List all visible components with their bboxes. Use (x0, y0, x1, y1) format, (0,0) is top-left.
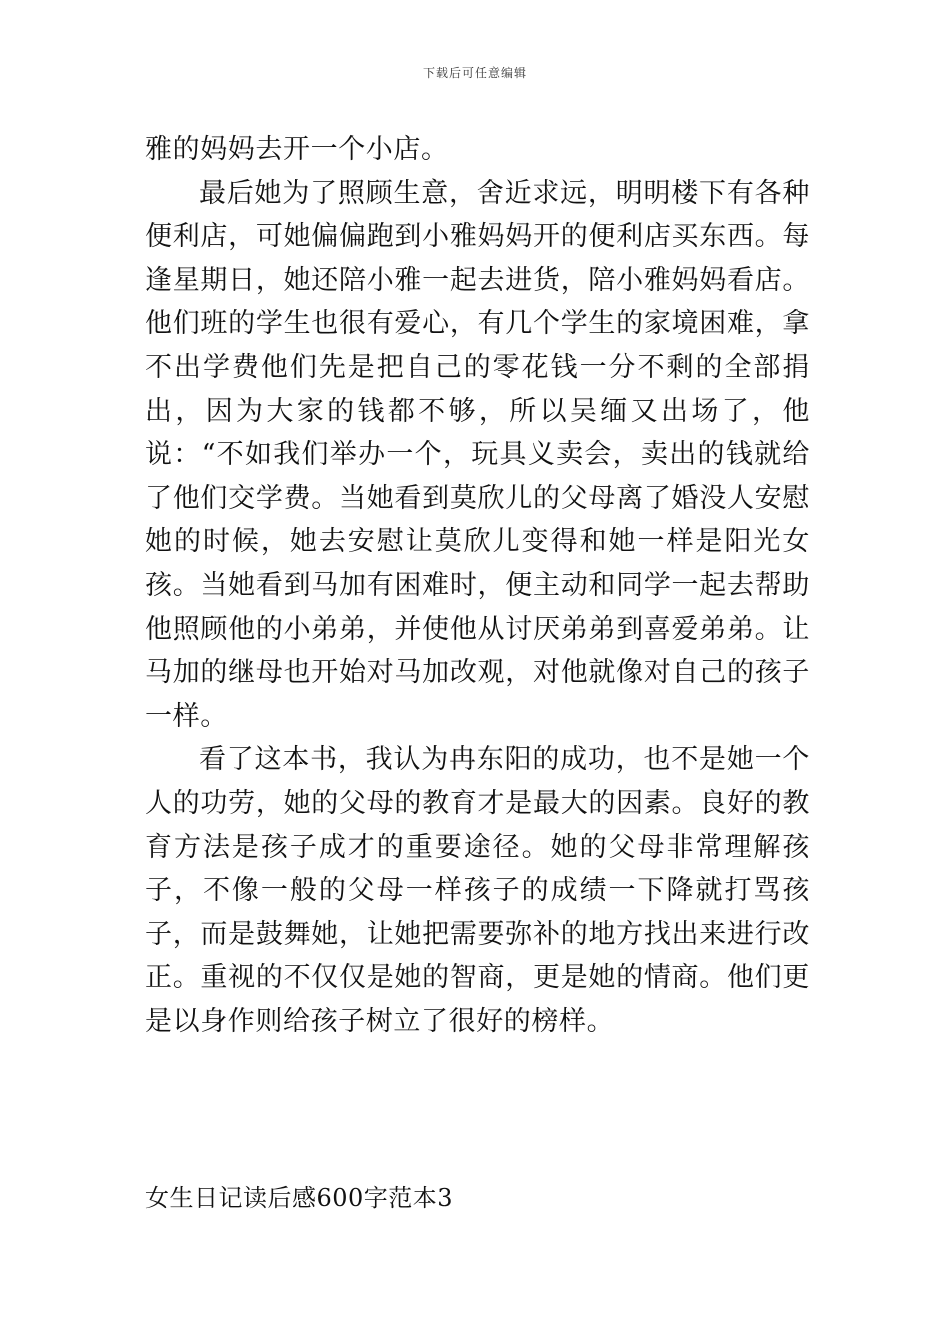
section-heading: 女生日记读后感600字范本3 (145, 1184, 454, 1212)
document-body (145, 128, 810, 1043)
paragraph-2: 最后她为了照顾生意，舍近求远，明明楼下有各种便利店，可她偏偏跑到小雅妈妈开的便利店买东西。每逢星期日，她还陪小雅一起去进货，陪小雅妈妈看店。他们班的学生也很有爱心，有几个学生的家境困难，拿不出学费他们先是把自己的零花钱一分不剩的全部捐出，因为大家的钱都不够，所以吴缅又出场了，他说：“不如我们举办一个，玩具义卖会，卖出的钱就给了他们交学费。当她看到莫欣儿的父母离了婚没人安慰她的时候，她去安慰让莫欣儿变得和她一样是阳光女孩。当她看到马加有困难时，便主动和同学一起去帮助他照顾他的小弟弟，并使他从讨厌弟弟到喜爱弟弟。让马加的继母也开始对马加改观，对他就像对自己的孩子一样。 (145, 177, 810, 732)
paragraph-3: 看了这本书，我认为冉东阳的成功，也不是她一个人的功劳，她的父母的教育才是最大的因素。良好的教育方法是孩子成才的重要途径。她的父母非常理解孩子，不像一般的父母一样孩子的成绩一下降就打骂孩子，而是鼓舞她，让她把需要弥补的地方找出来进行改正。重视的不仅仅是她的智商，更是她的情商。他们更是以身作则给孩子树立了很好的榜样。 (145, 744, 810, 1037)
page-header-note: 下载后可任意编辑 (422, 66, 527, 80)
paragraph-1: 雅的妈妈去开一个小店。 (145, 134, 449, 165)
